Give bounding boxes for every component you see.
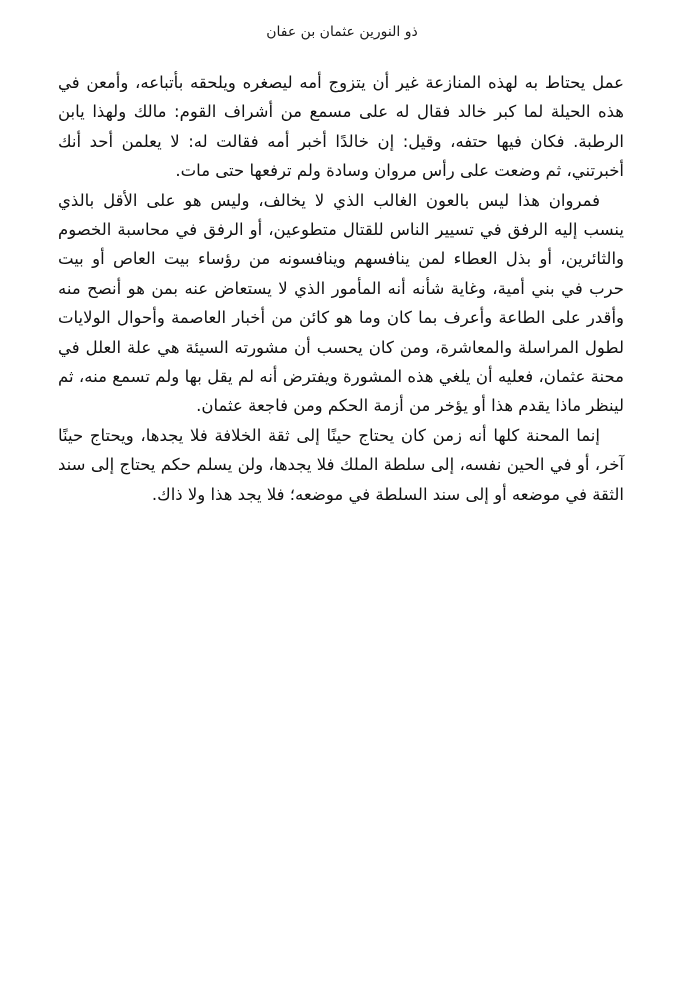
paragraph-1: عمل يحتاط به لهذه المنازعة غير أن يتزوج أمه ليصغره ويلحقه بأتباعه، وأمعن في هذه الحيلة لما كبر خالد فقال له على مسمع من أشراف القوم: مالك ولهذا يابن الرطبة. فكان فيها حتفه، وقيل: إن خالدًا أخبر أمه فقالت له: لا يعلمن أحد أنك أخبرتني، ثم وضعت على رأس مروان وسادة ولم ترفعها حتى مات. (58, 73, 624, 181)
paragraph-3: إنما المحنة كلها أنه زمن كان يحتاج حينًا إلى ثقة الخلافة فلا يجدها، ويحتاج حينًا آخر، أو في الحين نفسه، إلى سلطة الملك فلا يجدها، ولن يسلم حكم يحتاج إلى سند الثقة في موضعه أو إلى سند السلطة في موضعه؛ فلا يجد هذا ولا ذاك. (58, 425, 624, 504)
body-text (58, 68, 624, 509)
paragraph-2: فمروان هذا ليس بالعون الغالب الذي لا يخالف، وليس هو على الأقل بالذي ينسب إليه الرفق في تسيير الناس للقتال متطوعين، أو الرفق في محاسبة الخصوم والثائرين، أو بذل العطاء لمن ينافسهم وينافسونه من رؤساء بيت العاص أو بيت حرب في بني أمية، وغاية شأنه أنه المأمور الذي لا يستعاض عنه بمن هو أنصح منه وأقدر على الطاعة وأعرف بما كان وما هو كائن من أخبار العاصمة وأحوال الولايات لطول المراسلة والمعاشرة، ومن كان يحسب أن مشورته السيئة هي علة العلل في محنة عثمان، فعليه أن يلغي هذه المشورة ويفترض أنه لم يقل بها ولم تسمع منه، ثم لينظر ماذا يقدم هذا أو يؤخر من أزمة الحكم ومن فاجعة عثمان. (58, 190, 624, 416)
running-header: ذو النورين عثمان بن عفان (266, 24, 418, 40)
